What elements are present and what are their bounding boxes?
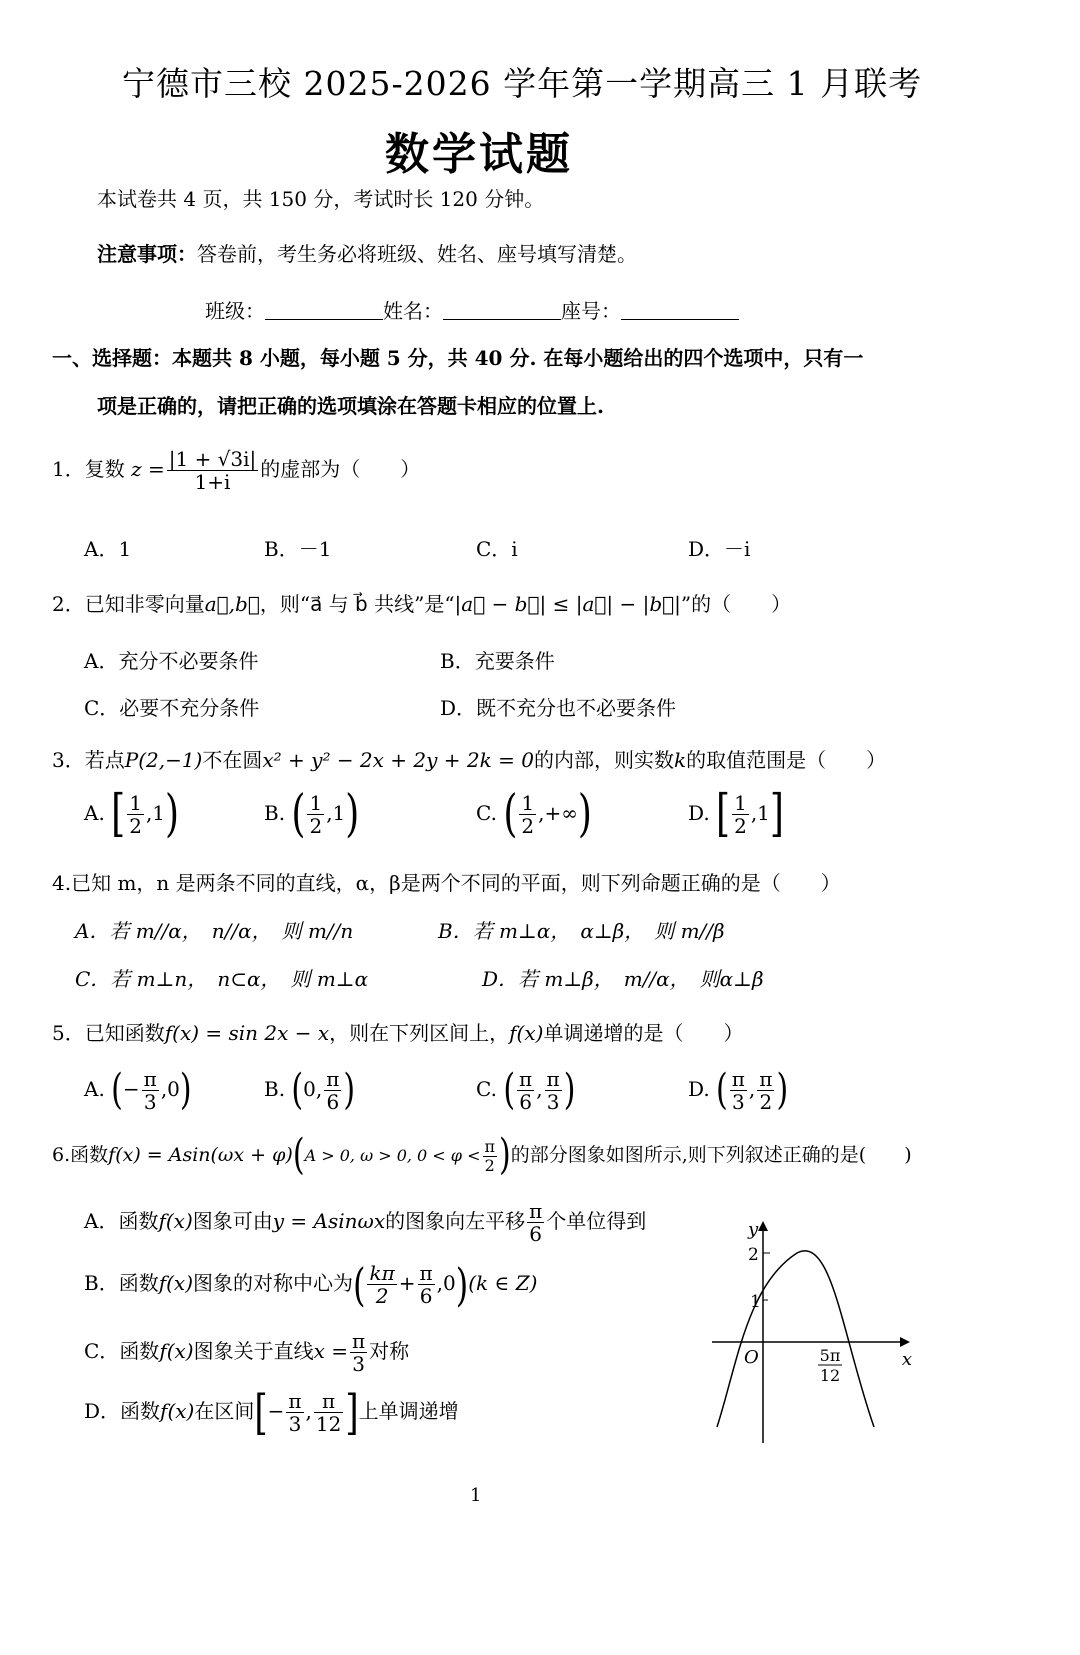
name-blank: [443, 301, 561, 320]
q6-d-t1: 函数: [120, 1399, 161, 1423]
q6-d-f: f(x): [160, 1399, 195, 1423]
q5-c-num1: π: [519, 1067, 533, 1091]
q5-option-c: [476, 1065, 576, 1115]
q6-b-frac2: [418, 1262, 435, 1307]
q5-d-frac1: [730, 1068, 747, 1113]
q6-text-a: 函数: [70, 1144, 109, 1167]
q6-b-frac1: [367, 1262, 396, 1307]
q6-option-b: [84, 1257, 538, 1312]
q6-a-frac: [527, 1200, 544, 1245]
q2-option-b: B．充要条件: [440, 649, 555, 673]
q4-option-a: A．若 m//α， n//α， 则 m//n: [75, 919, 354, 943]
q6-d-minus: −: [267, 1399, 285, 1423]
question-3: [52, 744, 886, 773]
q5-a-frac: [142, 1068, 159, 1113]
q6-cond-frac: [483, 1138, 498, 1174]
q6-func: f(x) = Asin(ωx + φ): [108, 1144, 293, 1167]
q6-b-num2: π: [419, 1261, 433, 1285]
seat-label: 座号：: [561, 299, 621, 323]
q3-c-left: (: [503, 785, 518, 843]
q6-a-f: f(x): [158, 1209, 193, 1233]
q2-cond1: a⃗ 与 b⃗ 共线: [310, 592, 415, 616]
q6-number: 6.: [52, 1144, 71, 1167]
q3-c-den: 2: [521, 814, 535, 838]
q6-b-num1: kπ: [369, 1261, 395, 1285]
notice: [97, 238, 637, 267]
q6-a-t1: 函数: [118, 1209, 159, 1233]
q3-b-frac: [307, 792, 324, 837]
q6-b-plus: +: [398, 1271, 416, 1295]
q6-option-a: [84, 1200, 646, 1245]
y-tick-1: 1: [750, 1292, 761, 1312]
q2-option-d: D．既不充分也不必要条件: [440, 696, 677, 720]
y-label: y: [748, 1219, 759, 1240]
q3-a-val: ,1: [145, 801, 166, 825]
q3-c-val: ,+∞: [538, 801, 578, 825]
subject-title: 数学试题: [385, 129, 573, 180]
q5-c-frac2: [545, 1068, 562, 1113]
q3-c-frac: [519, 792, 536, 837]
q5-b-label: B.: [264, 1077, 286, 1101]
q2-text-b: ，则“: [259, 592, 311, 616]
q5-c-label: C.: [476, 1077, 497, 1101]
exam-info: 本试卷共 4 页，共 150 分，考试时长 120 分钟。: [97, 187, 545, 211]
q3-circle: x² + y² − 2x + 2y + 2k = 0: [262, 748, 534, 772]
q6-rparen: ): [499, 1130, 511, 1180]
q3-b-num: 1: [309, 791, 323, 815]
q6-a-y: y = Asinωx: [272, 1209, 386, 1233]
name-label: 姓名：: [383, 299, 443, 323]
q1-number: 1．: [52, 457, 85, 481]
q3-c-label: C.: [476, 801, 497, 825]
q6-option-d: [84, 1384, 459, 1441]
q6-c-num: π: [352, 1329, 366, 1353]
q6-d-den2: 12: [315, 1412, 342, 1436]
q5-d-mid: ,: [748, 1077, 756, 1101]
q6-b-t1: 函数: [118, 1271, 159, 1295]
q5-a-num: π: [143, 1067, 157, 1091]
q5-option-a: [84, 1065, 192, 1115]
q6-text-b: 的部分图象如图所示,则下列叙述正确的是( ): [510, 1144, 912, 1167]
q3-a-den: 2: [129, 814, 142, 838]
q5-b-den: 6: [326, 1090, 340, 1114]
q3-text-b: 不在圆: [202, 748, 263, 772]
q1-prefix: 复数: [84, 457, 125, 481]
q2-text-d: ”的（ ）: [680, 592, 792, 616]
q5-a-den: 3: [143, 1090, 157, 1114]
q6-d-rbracket: ]: [345, 1384, 359, 1441]
q3-text-a: 若点: [84, 748, 125, 772]
q5-text-b: ，则在下列区间上，: [329, 1021, 510, 1045]
q3-d-right: ]: [769, 785, 784, 843]
q6-d-num2: π: [314, 1390, 343, 1413]
q6-b-t2: 图象的对称中心为: [193, 1271, 353, 1295]
q6-graph: [712, 1215, 917, 1445]
q5-text-c: 单调递增的是（ ）: [543, 1021, 744, 1045]
q5-option-d: [688, 1065, 789, 1115]
q6-b-lparen: (: [353, 1257, 366, 1312]
q1-var: z =: [131, 457, 165, 481]
q6-b-rparen: ): [455, 1257, 469, 1312]
q6-a-den: 6: [529, 1222, 543, 1246]
q5-d-left: (: [716, 1065, 728, 1115]
q6-d-den1: 3: [288, 1412, 302, 1436]
q5-d-num1: π: [731, 1067, 745, 1091]
q3-c-right: ): [577, 785, 592, 843]
q1-option-a: A．1: [84, 537, 132, 561]
q1-fraction: [167, 448, 259, 493]
q1-suffix: 的虚部为（ ）: [260, 457, 421, 481]
class-label: 班级：: [205, 299, 265, 323]
notice-label: 注意事项：: [97, 242, 197, 266]
q2-cond2: |a⃗ − b⃗| ≤ |a⃗| − |b⃗|: [454, 592, 681, 616]
q5-a-right: ): [179, 1065, 192, 1115]
question-6: [52, 1130, 912, 1180]
q2-option-a: A．充分不必要条件: [84, 649, 259, 673]
q5-fx: f(x): [509, 1021, 544, 1045]
q3-point: P(2,−1): [124, 748, 203, 772]
q6-c-t2: 图象关于直线: [193, 1339, 314, 1363]
exam-title: 宁德市三校 2025-2026 学年第一学期高三 1 月联考: [122, 64, 923, 103]
section-heading-cont: 项是正确的，请把正确的选项填涂在答题卡相应的位置上.: [97, 394, 604, 418]
q6-d-num1: π: [288, 1389, 302, 1413]
origin-label: O: [744, 1347, 759, 1368]
q6-d-comma: ,: [305, 1399, 312, 1423]
q5-b-frac: [324, 1068, 341, 1113]
q3-text-d: 的取值范围是（ ）: [686, 748, 887, 772]
q3-b-val: ,1: [326, 801, 346, 825]
y-axis-arrow: [758, 1221, 768, 1231]
q3-number: 3．: [52, 748, 85, 772]
q6-c-t1: 函数: [119, 1339, 160, 1363]
q4-option-b: B．若 m⊥α， α⊥β， 则 m//β: [438, 919, 725, 943]
q6-b-tail: ,0: [436, 1271, 456, 1295]
q3-d-val: ,1: [750, 801, 770, 825]
q5-number: 5．: [52, 1021, 85, 1045]
q6-d-label: D．: [84, 1399, 121, 1423]
q6-b-label: B．: [84, 1271, 119, 1295]
q5-a-mid: ,0: [160, 1077, 180, 1101]
seat-blank: [621, 301, 739, 320]
q6-cond: A > 0, ω > 0, 0 < φ <: [304, 1146, 481, 1166]
q6-cond-den: 2: [484, 1155, 495, 1175]
q5-a-lparen: (: [111, 1065, 123, 1115]
q6-cond-num: π: [484, 1137, 496, 1156]
q6-b-f: f(x): [158, 1271, 193, 1295]
section-heading: 一、选择题：本题共 8 小题，每小题 5 分，共 40 分. 在每小题给出的四个选项中，只有一: [52, 346, 864, 370]
q6-option-c: [84, 1330, 409, 1375]
q6-d-frac2: [314, 1390, 343, 1435]
q3-b-left: (: [291, 785, 306, 843]
q6-c-den: 3: [352, 1352, 365, 1376]
q6-b-cond: (k ∈ Z): [468, 1271, 538, 1295]
q4-option-d: D．若 m⊥β， m//α， 则α⊥β: [482, 967, 764, 991]
q5-a-label: A.: [84, 1077, 105, 1101]
q3-d-den: 2: [734, 814, 747, 838]
q6-c-f: f(x): [159, 1339, 194, 1363]
q3-text-c: 的内部，则实数: [533, 748, 674, 772]
q1-option-d: D．－i: [688, 537, 751, 561]
q6-a-t2: 图象可由: [192, 1209, 273, 1233]
q6-a-t4: 个单位得到: [546, 1209, 647, 1233]
q6-d-lbracket: [: [254, 1384, 268, 1441]
q1-option-c: C．i: [476, 537, 518, 561]
y-tick-2: 2: [748, 1245, 759, 1265]
q5-a-minus: −: [122, 1077, 140, 1101]
q2-text-c: ”是“: [414, 592, 455, 616]
q3-option-a: [84, 785, 180, 843]
q3-a-frac: [127, 792, 144, 837]
q6-c-label: C．: [84, 1339, 120, 1363]
q2-vectors: a⃗,b⃗: [204, 592, 260, 616]
q6-d-t3: 上单调递增: [358, 1399, 459, 1423]
page-number: 1: [470, 1485, 482, 1506]
q5-b-num: π: [326, 1067, 340, 1091]
q5-c-frac1: [517, 1068, 534, 1113]
x-label: x: [901, 1349, 912, 1370]
q6-b-den2: 6: [419, 1284, 433, 1308]
q2-text-a: 已知非零向量: [84, 592, 205, 616]
q5-c-right: ): [563, 1065, 576, 1115]
q3-a-left: [: [111, 785, 126, 843]
q3-b-right: ): [345, 785, 360, 843]
q6-d-frac1: [286, 1390, 303, 1435]
x-tick-den: 12: [819, 1366, 841, 1385]
q6-a-num: π: [529, 1199, 543, 1223]
question-1: [52, 448, 420, 493]
q3-k: k: [673, 748, 687, 772]
q1-option-b: B．－1: [264, 537, 332, 561]
q3-option-c: [476, 785, 592, 843]
q5-func: f(x) = sin 2x − x: [164, 1021, 330, 1045]
q3-option-b: [264, 785, 360, 843]
question-4: 4.已知 m，n 是两条不同的直线，α，β是两个不同的平面，则下列命题正确的是（ ）: [52, 871, 841, 895]
q5-text-a: 已知函数: [84, 1021, 165, 1045]
question-5: [52, 1017, 743, 1046]
student-fields: [205, 295, 739, 324]
q2-number: 2．: [52, 592, 85, 616]
q3-b-den: 2: [309, 814, 323, 838]
notice-text: 答卷前，考生务必将班级、姓名、座号填写清楚。: [197, 242, 637, 266]
class-blank: [265, 301, 383, 320]
q6-c-frac: [350, 1330, 367, 1375]
q5-c-mid: ,: [536, 1077, 543, 1101]
q3-d-label: D.: [688, 801, 710, 825]
q3-a-num: 1: [129, 791, 142, 815]
x-axis-arrow: [900, 1337, 910, 1347]
q5-b-lparen: (: [291, 1065, 304, 1115]
q6-b-den1: 2: [375, 1284, 389, 1308]
q5-c-den1: 6: [519, 1090, 532, 1114]
q5-d-label: D.: [688, 1077, 710, 1101]
q3-a-right: ): [165, 785, 180, 843]
x-tick-num: 5π: [819, 1346, 841, 1365]
q6-d-t2: 在区间: [194, 1399, 255, 1423]
q5-c-den2: 3: [546, 1090, 560, 1114]
question-2: [52, 588, 791, 617]
q5-d-frac2: [757, 1068, 774, 1113]
q5-d-right: ): [776, 1065, 789, 1115]
q5-b-right: ): [343, 1065, 356, 1115]
q1-denominator: 1+i: [194, 470, 231, 494]
q3-option-d: [688, 785, 784, 843]
q6-c-x: x =: [313, 1339, 349, 1363]
q5-d-num2: π: [759, 1067, 773, 1091]
q3-a-label: A.: [84, 801, 105, 825]
q3-d-left: [: [716, 785, 731, 843]
q3-d-num: 1: [734, 791, 747, 815]
q6-a-label: A．: [84, 1209, 119, 1233]
q3-b-label: B.: [264, 801, 286, 825]
q5-c-num2: π: [546, 1067, 560, 1091]
sine-curve: [717, 1251, 874, 1427]
q6-a-t3: 的图象向左平移: [385, 1209, 526, 1233]
q2-option-c: C．必要不充分条件: [84, 696, 260, 720]
q1-numerator: |1 + √3i|: [168, 447, 257, 471]
q5-d-den1: 3: [731, 1090, 745, 1114]
q4-option-c: C．若 m⊥n， n⊂α， 则 m⊥α: [75, 967, 369, 991]
q5-b-zero: 0,: [303, 1077, 323, 1101]
q3-c-num: 1: [521, 791, 535, 815]
q3-d-frac: [732, 792, 749, 837]
q6-lparen: (: [292, 1130, 305, 1180]
q6-c-t3: 对称: [369, 1339, 410, 1363]
q5-option-b: [264, 1065, 356, 1115]
q5-c-left: (: [503, 1065, 516, 1115]
q5-d-den2: 2: [759, 1090, 773, 1114]
